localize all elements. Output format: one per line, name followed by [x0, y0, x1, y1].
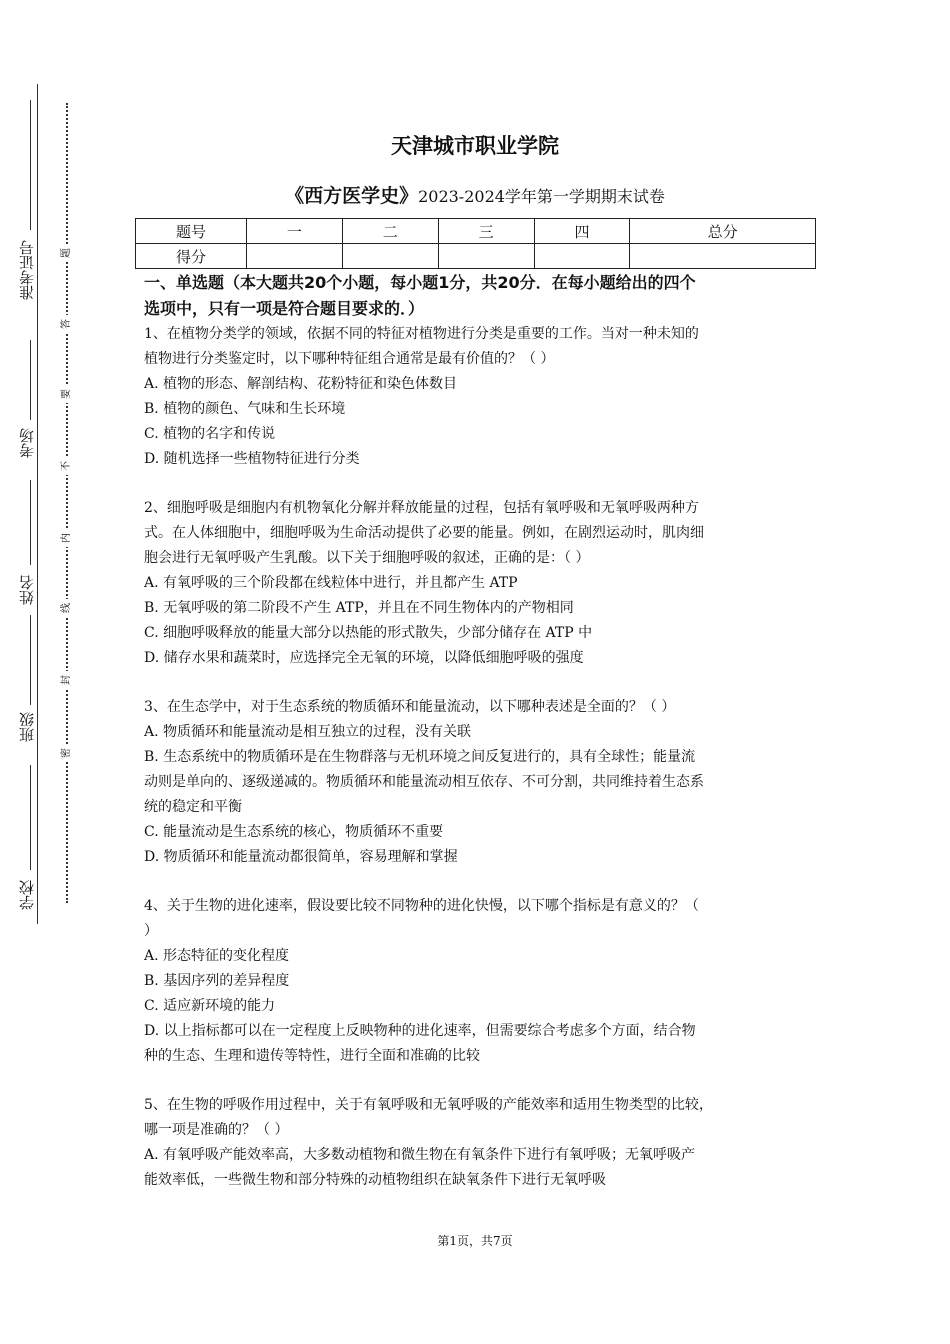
admission-number-blank: [30, 100, 31, 230]
score-cell: 四: [534, 219, 630, 244]
answer-option: D. 储存水果和蔬菜时，应选择完全无氧的环境，以降低细胞呼吸的强度: [144, 650, 584, 666]
score-cell: 三: [438, 219, 534, 244]
question-stem: 胞会进行无氧呼吸产生乳酸。以下关于细胞呼吸的叙述，正确的是：（ ）: [144, 550, 590, 566]
exam-title: [140, 181, 810, 208]
section-heading: [144, 270, 812, 322]
score-cell: 二: [342, 219, 438, 244]
answer-option: 能效率低，一些微生物和部分特殊的动植物组织在缺氧条件下进行无氧呼吸: [144, 1172, 606, 1188]
score-input-cell[interactable]: [534, 244, 630, 269]
question-stem: ）: [144, 923, 158, 939]
class-blank: [30, 615, 31, 705]
answer-option: A. 有氧呼吸产能效率高，大多数动植物和微生物在有氧条件下进行有氧呼吸；无氧呼吸产: [144, 1147, 696, 1163]
answer-option: B. 基因序列的差异程度: [144, 973, 290, 989]
answer-option: A. 形态特征的变化程度: [144, 948, 290, 964]
question-stem: 式。在人体细胞中，细胞呼吸为生命活动提供了必要的能量。例如，在剧烈运动时，肌肉细: [144, 525, 704, 541]
question-stem: 1、在植物分类学的领域，依据不同的特征对植物进行分类是重要的工作。当对一种未知的: [144, 326, 699, 342]
score-table: [135, 218, 816, 269]
class-label: 班级: [18, 712, 36, 742]
school-blank: [30, 765, 31, 870]
section-heading-line: 选项中，只有一项是符合题目要求的．）: [144, 299, 425, 318]
score-input-cell[interactable]: [247, 244, 343, 269]
score-cell: 一: [247, 219, 343, 244]
answer-option: B. 植物的颜色、气味和生长环境: [144, 401, 346, 417]
question-stem: 植物进行分类鉴定时，以下哪种特征组合通常是最有价值的？（ ）: [144, 351, 555, 367]
answer-option: 种的生态、生理和遗传等特性，进行全面和准确的比较: [144, 1048, 480, 1064]
seal-char-feng: 封: [59, 671, 75, 689]
question-1: [144, 322, 812, 472]
question-stem: 哪一项是准确的？（ ）: [144, 1122, 289, 1138]
course-title: 《西方医学史》: [285, 185, 419, 207]
question-stem: 3、在生态学中，对于生态系统的物质循环和能量流动，以下哪种表述是全面的？（ ）: [144, 699, 676, 715]
page-footer: 第1页，共7页: [437, 1234, 513, 1248]
seal-char-nei: 内: [59, 529, 75, 547]
answer-option: C. 植物的名字和传说: [144, 426, 276, 442]
seal-char-da: 答: [59, 315, 75, 333]
answer-option: D. 以上指标都可以在一定程度上反映物种的进化速率，但需要综合考虑多个方面，结合物: [144, 1023, 696, 1039]
answer-option: D. 随机选择一些植物特征进行分类: [144, 451, 360, 467]
seal-char-yao: 要: [59, 385, 75, 403]
score-table-score-row: [136, 244, 816, 269]
question-stem: 2、细胞呼吸是细胞内有机物氧化分解并释放能量的过程，包括有氧呼吸和无氧呼吸两种方: [144, 500, 699, 516]
answer-option: A. 物质循环和能量流动是相互独立的过程，没有关联: [144, 724, 472, 740]
answer-option: B. 生态系统中的物质循环是在生物群落与无机环境之间反复进行的，具有全球性；能量流: [144, 749, 696, 765]
seal-char-ti: 题: [59, 244, 75, 262]
answer-option: A. 植物的形态、解剖结构、花粉特征和染色体数目: [144, 376, 458, 392]
term-title: 2023-2024学年第一学期期末试卷: [418, 187, 665, 206]
question-5: [144, 1093, 812, 1193]
section-heading-line: 一、单选题（本大题共20个小题，每小题1分，共20分．在每小题给出的四个: [144, 273, 696, 292]
score-table-header-row: [136, 219, 816, 244]
answer-option: 统的稳定和平衡: [144, 799, 242, 815]
answer-option: A. 有氧呼吸的三个阶段都在线粒体中进行，并且都产生 ATP: [144, 575, 518, 591]
answer-option: C. 能量流动是生态系统的核心，物质循环不重要: [144, 824, 444, 840]
exam-room-blank: [30, 340, 31, 420]
answer-option: 动则是单向的、逐级递减的。物质循环和能量流动相互依存、不可分割，共同维持着生态系: [144, 774, 704, 790]
score-input-cell[interactable]: [342, 244, 438, 269]
answer-option: D. 物质循环和能量流动都很简单，容易理解和掌握: [144, 849, 458, 865]
answer-option: C. 细胞呼吸释放的能量大部分以热能的形式散失，少部分储存在 ATP 中: [144, 625, 593, 641]
score-input-cell[interactable]: [438, 244, 534, 269]
question-4: [144, 894, 812, 1069]
exam-room-label: 考场: [18, 428, 36, 458]
score-input-cell[interactable]: [630, 244, 816, 269]
seal-char-xian: 线: [59, 599, 75, 617]
score-cell: 总分: [630, 219, 816, 244]
question-3: [144, 695, 812, 870]
binding-solid-line: [37, 84, 38, 924]
question-stem: 4、关于生物的进化速率，假设要比较不同物种的进化快慢，以下哪个指标是有意义的？（: [144, 898, 699, 914]
answer-option: C. 适应新环境的能力: [144, 998, 276, 1014]
question-2: [144, 496, 812, 671]
answer-option: B. 无氧呼吸的第二阶段不产生 ATP，并且在不同生物体内的产物相同: [144, 600, 574, 616]
score-cell: 题号: [136, 219, 247, 244]
seal-char-bu: 不: [59, 457, 75, 475]
admission-number-label: 准考证号: [18, 240, 36, 300]
seal-char-mi: 密: [59, 744, 75, 762]
name-blank: [30, 480, 31, 565]
exam-content: [144, 270, 812, 1193]
school-name: 天津城市职业学院: [391, 134, 559, 158]
question-stem: 5、在生物的呼吸作用过程中，关于有氧呼吸和无氧呼吸的产能效率和适用生物类型的比较，: [144, 1097, 713, 1113]
binding-dotted-line: [66, 103, 68, 903]
name-label: 姓名: [18, 575, 36, 605]
school-label: 学校: [18, 880, 36, 910]
score-cell: 得分: [136, 244, 247, 269]
